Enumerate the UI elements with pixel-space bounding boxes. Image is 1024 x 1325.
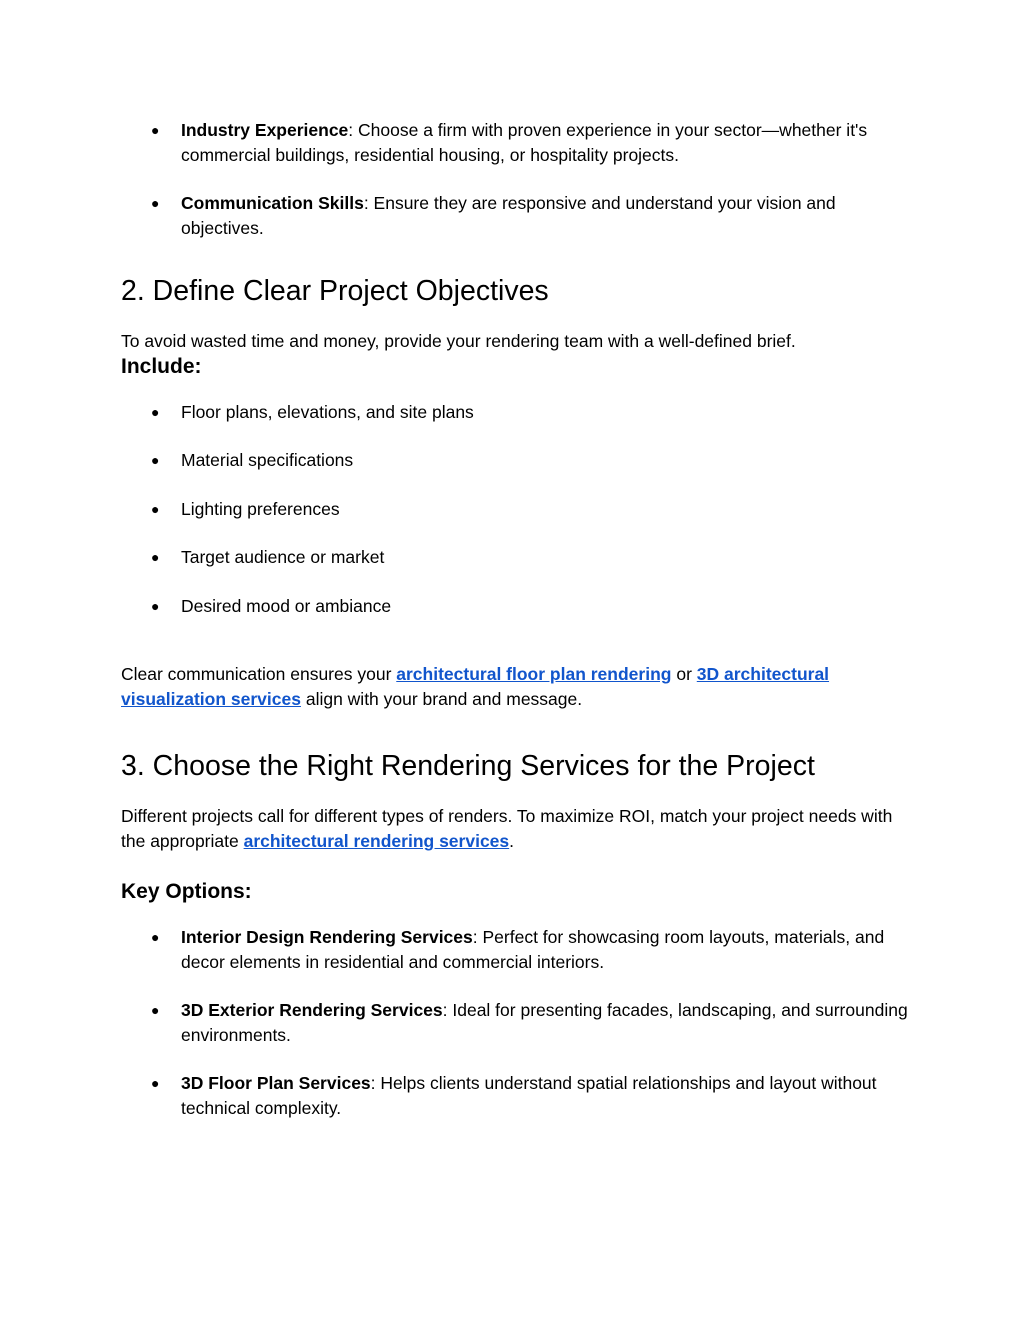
bullet-term: Interior Design Rendering Services (181, 927, 473, 947)
floor-plan-rendering-link[interactable]: architectural floor plan rendering (396, 664, 672, 684)
bullet-icon: ● (151, 929, 160, 945)
document-content (121, 118, 911, 1120)
include-label: Include: (121, 354, 202, 378)
closing-paragraph (121, 662, 911, 711)
section-heading: 3. Choose the Right Rendering Services for the Project (121, 750, 815, 782)
section-intro (121, 804, 911, 853)
bullet-icon: ● (151, 403, 160, 420)
bullet-term: Communication Skills (181, 193, 364, 213)
bullet-icon: ● (151, 452, 160, 468)
closing-text-before: Clear communication ensures your (121, 664, 397, 684)
bullet-icon: ● (151, 500, 160, 517)
list-item (121, 545, 911, 570)
visualization-services-link[interactable]: 3D architectural visualization services (121, 664, 830, 709)
list-item (121, 1071, 911, 1120)
list-item-text: Floor plans, elevations, and site plans (181, 401, 474, 422)
list-item (121, 925, 911, 974)
rendering-services-link[interactable]: architectural rendering services (243, 830, 510, 851)
list-item (121, 998, 911, 1047)
intro-text-after: . (509, 830, 515, 851)
bullet-term: Industry Experience (181, 120, 349, 140)
criteria-list (121, 118, 911, 240)
bullet-term: 3D Floor Plan Services (181, 1073, 371, 1093)
closing-text-middle: or (671, 664, 697, 684)
bullet-text: : Helps clients understand spatial relationships and layout without technical complexity. (181, 1073, 877, 1118)
bullet-text: : Choose a firm with proven experience in your sector—whether it's commercial buildings, residential housing, or hospitality projects. (181, 120, 868, 165)
list-item-text: Desired mood or ambiance (181, 595, 392, 616)
bullet-icon: ● (151, 122, 160, 138)
list-item-text: Lighting preferences (181, 498, 340, 519)
bullet-text: : Ideal for presenting facades, landscaping, and surrounding environments. (181, 1000, 908, 1045)
bullet-icon: ● (151, 597, 160, 614)
bullet-icon: ● (151, 549, 160, 565)
list-item (121, 497, 911, 522)
key-options-list (121, 925, 911, 1120)
list-item-text: Material specifications (181, 450, 354, 470)
list-item (121, 448, 911, 473)
intro-text-before: Different projects call for different types of renders. To maximize ROI, match your project needs with the appropriate (121, 806, 893, 851)
section-heading: 2. Define Clear Project Objectives (121, 275, 549, 307)
list-item (121, 400, 911, 425)
bullet-text: : Ensure they are responsive and understand your vision and objectives. (181, 193, 836, 238)
subsection-heading: Key Options: (121, 880, 252, 903)
list-item (121, 191, 911, 240)
bullet-term: 3D Exterior Rendering Services (181, 1000, 443, 1020)
closing-text-after: align with your brand and message. (300, 688, 583, 709)
bullet-icon: ● (151, 1075, 160, 1091)
list-item (121, 594, 911, 619)
list-item-text: Target audience or market (181, 547, 385, 567)
section-intro: To avoid wasted time and money, provide your rendering team with a well-defined brief. (121, 331, 796, 351)
brief-items-list (121, 400, 911, 619)
bullet-text: : Perfect for showcasing room layouts, materials, and decor elements in residential and commercial interiors. (181, 927, 885, 972)
bullet-icon: ● (151, 1002, 160, 1018)
bullet-icon: ● (151, 195, 160, 211)
list-item (121, 118, 911, 167)
